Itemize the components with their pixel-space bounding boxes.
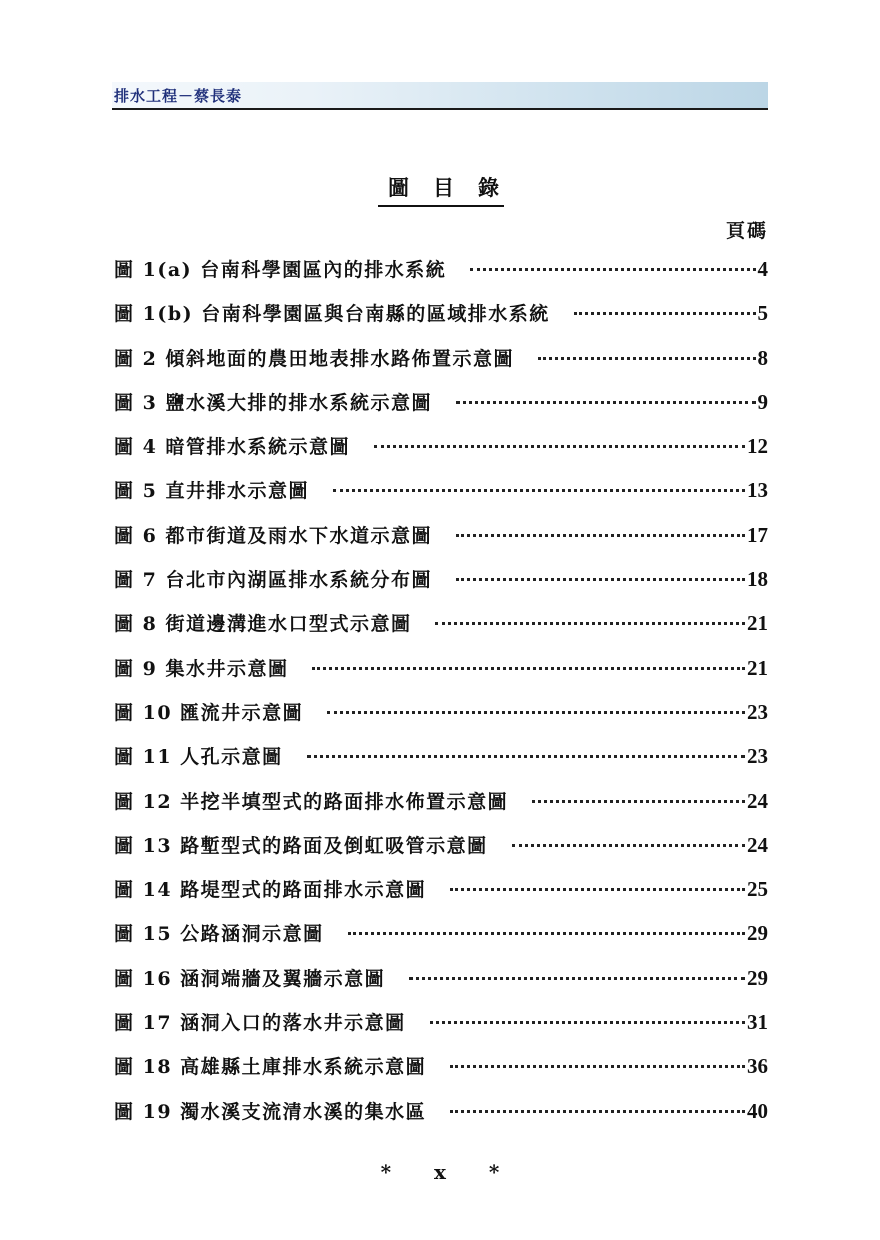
running-header-title: 排水工程－蔡長泰 (114, 87, 243, 105)
toc-entry-page-number: 18 (747, 567, 768, 592)
toc-entry-page-number: 24 (747, 788, 768, 813)
dot-leader (470, 264, 755, 271)
toc-entry-label: 圖 17 涵洞入口的落水井示意圖 (114, 1012, 406, 1035)
toc-entry[interactable] (114, 831, 768, 875)
toc-entry-page-number: 40 (747, 1098, 768, 1123)
toc-entry-page-number: 21 (747, 655, 768, 680)
running-header (112, 82, 768, 110)
toc-entry[interactable] (114, 432, 768, 476)
toc-entry[interactable] (114, 388, 768, 432)
toc-entry-page-number: 13 (747, 478, 768, 503)
toc-entry[interactable] (114, 476, 768, 520)
toc-entry[interactable] (114, 1008, 768, 1052)
toc-entry[interactable] (114, 565, 768, 609)
toc-entry[interactable] (114, 344, 768, 388)
toc-entry[interactable] (114, 1097, 768, 1141)
toc-entry-page-number: 9 (757, 389, 768, 414)
toc-entry-label: 圖 1(b) 台南科學園區與台南縣的區域排水系統 (114, 303, 550, 326)
toc-entry-label: 圖 19 濁水溪支流清水溪的集水區 (114, 1100, 427, 1123)
toc-entry-label: 圖 9 集水井示意圖 (114, 657, 289, 680)
dot-leader (348, 928, 745, 935)
toc-entry-page-number: 29 (747, 965, 768, 990)
page-footer: * x * (380, 1160, 518, 1184)
dot-leader (450, 884, 745, 891)
dot-leader (456, 574, 745, 581)
toc-entry[interactable] (114, 654, 768, 698)
page-title: 圖目錄 (378, 172, 504, 207)
toc-entry-page-number: 36 (747, 1054, 768, 1079)
dot-leader (374, 441, 745, 448)
toc-entry[interactable] (114, 609, 768, 653)
toc-entry-label: 圖 12 半挖半填型式的路面排水佈置示意圖 (114, 790, 509, 813)
toc-entry-label: 圖 4 暗管排水系統示意圖 (114, 436, 350, 459)
toc-entry[interactable] (114, 255, 768, 299)
toc-entry-page-number: 29 (747, 921, 768, 946)
toc-entry-label: 圖 6 都市街道及雨水下水道示意圖 (114, 524, 432, 547)
toc-entry-page-number: 23 (747, 744, 768, 769)
toc-entry-label: 圖 14 路堤型式的路面排水示意圖 (114, 879, 427, 902)
toc-entry[interactable] (114, 299, 768, 343)
toc-entry[interactable] (114, 742, 768, 786)
toc-entry-page-number: 21 (747, 611, 768, 636)
toc-entry-label: 圖 10 匯流井示意圖 (114, 701, 304, 724)
toc-entry-label: 圖 8 街道邊溝進水口型式示意圖 (114, 613, 412, 636)
toc-entry-label: 圖 7 台北市內湖區排水系統分布圖 (114, 569, 432, 592)
toc-entry[interactable] (114, 875, 768, 919)
dot-leader (532, 796, 745, 803)
toc-entry[interactable] (114, 521, 768, 565)
dot-leader (435, 618, 745, 625)
toc-entry-page-number: 12 (747, 434, 768, 459)
dot-leader (409, 973, 745, 980)
toc-entry[interactable] (114, 1052, 768, 1096)
toc-entry[interactable] (114, 964, 768, 1008)
toc-entry-label: 圖 5 直井排水示意圖 (114, 480, 309, 503)
toc-entry-page-number: 8 (757, 345, 768, 370)
toc-entry-label: 圖 2 傾斜地面的農田地表排水路佈置示意圖 (114, 347, 514, 370)
figure-list (114, 255, 768, 1141)
toc-entry-page-number: 4 (757, 257, 768, 281)
toc-entry-label: 圖 11 人孔示意圖 (114, 746, 283, 769)
dot-leader (538, 353, 756, 360)
toc-entry-label: 圖 16 涵洞端牆及翼牆示意圖 (114, 967, 386, 990)
toc-entry-page-number: 31 (747, 1010, 768, 1035)
toc-entry[interactable] (114, 919, 768, 963)
dot-leader (307, 751, 745, 758)
toc-entry-page-number: 25 (747, 877, 768, 902)
dot-leader (450, 1061, 745, 1068)
dot-leader (312, 663, 745, 670)
dot-leader (450, 1106, 745, 1113)
dot-leader (456, 397, 756, 404)
toc-entry-page-number: 24 (747, 832, 768, 857)
toc-entry-label: 圖 1(a) 台南科學園區內的排水系統 (114, 259, 447, 281)
toc-entry-label: 圖 3 鹽水溪大排的排水系統示意圖 (114, 391, 432, 414)
page-number-column-label: 頁碼 (725, 220, 768, 242)
dot-leader (456, 530, 745, 537)
dot-leader (333, 485, 745, 492)
dot-leader (512, 840, 745, 847)
toc-entry-label: 圖 18 高雄縣土庫排水系統示意圖 (114, 1056, 427, 1079)
toc-entry-label: 圖 15 公路涵洞示意圖 (114, 923, 324, 946)
toc-entry-page-number: 17 (747, 522, 768, 547)
toc-entry-label: 圖 13 路塹型式的路面及倒虹吸管示意圖 (114, 834, 488, 857)
toc-entry-page-number: 23 (747, 699, 768, 724)
toc-entry-page-number: 5 (757, 301, 768, 326)
toc-entry[interactable] (114, 787, 768, 831)
dot-leader (574, 308, 756, 315)
toc-entry[interactable] (114, 698, 768, 742)
dot-leader (327, 707, 745, 714)
dot-leader (430, 1017, 745, 1024)
